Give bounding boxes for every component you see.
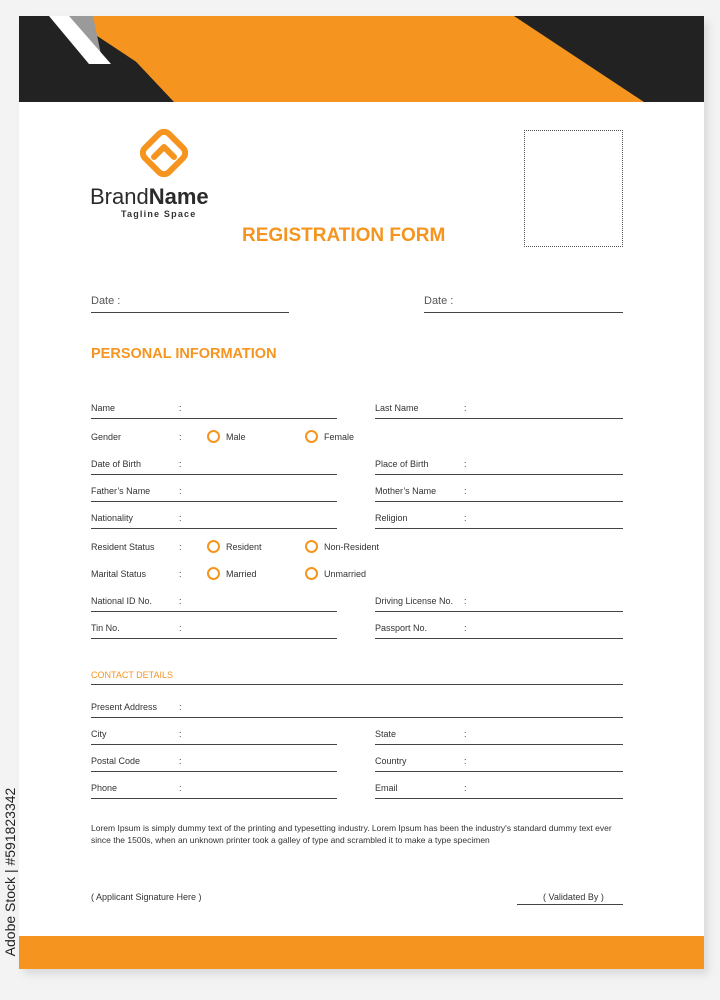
state-field[interactable] bbox=[375, 729, 623, 745]
colon: : bbox=[464, 596, 467, 606]
passport-label: Passport No. bbox=[375, 623, 428, 633]
date-label-left: Date : bbox=[91, 295, 121, 307]
form-title: REGISTRATION FORM bbox=[242, 225, 446, 246]
nationality-field[interactable] bbox=[91, 513, 337, 529]
national-id-input-line bbox=[91, 611, 337, 612]
date-of-birth-field[interactable] bbox=[91, 459, 337, 475]
contact-divider bbox=[91, 684, 623, 685]
driving-license-label: Driving License No. bbox=[375, 596, 454, 606]
phone-input-line bbox=[91, 798, 337, 799]
footer-band bbox=[19, 936, 704, 969]
photo-box[interactable] bbox=[524, 130, 623, 247]
header-band bbox=[19, 16, 704, 102]
colon: : bbox=[179, 542, 182, 552]
colon: : bbox=[179, 729, 182, 739]
colon: : bbox=[464, 459, 467, 469]
contact-details-title: CONTACT DETAILS bbox=[91, 670, 174, 680]
present-address-field[interactable] bbox=[91, 702, 623, 718]
colon: : bbox=[464, 783, 467, 793]
colon: : bbox=[179, 756, 182, 766]
brand-name-light: Brand bbox=[90, 184, 149, 209]
name-field[interactable] bbox=[91, 403, 337, 419]
radio-circle-icon bbox=[305, 567, 318, 580]
city-field[interactable] bbox=[91, 729, 337, 745]
country-input-line bbox=[375, 771, 623, 772]
colon: : bbox=[179, 459, 182, 469]
gender-female-label: Female bbox=[324, 432, 355, 442]
colon: : bbox=[179, 486, 182, 496]
colon: : bbox=[179, 702, 182, 712]
national-id-label: National ID No. bbox=[91, 596, 153, 606]
last-name-field[interactable] bbox=[375, 403, 623, 419]
religion-field[interactable] bbox=[375, 513, 623, 529]
place-of-birth-label: Place of Birth bbox=[375, 459, 429, 469]
place-of-birth-field[interactable] bbox=[375, 459, 623, 475]
tin-label: Tin No. bbox=[91, 623, 120, 633]
gender-male-label: Male bbox=[226, 432, 246, 442]
resident-status-label: Resident Status bbox=[91, 542, 155, 552]
postal-code-label: Postal Code bbox=[91, 756, 141, 766]
stock-id-text: Adobe Stock | #591823342 bbox=[2, 787, 18, 957]
email-field[interactable] bbox=[375, 783, 623, 799]
present-address-input-line bbox=[91, 717, 623, 718]
personal-information-title: PERSONAL INFORMATION bbox=[91, 346, 277, 362]
email-input-line bbox=[375, 798, 623, 799]
postal-code-field[interactable] bbox=[91, 756, 337, 772]
country-field[interactable] bbox=[375, 756, 623, 772]
date-field-left[interactable] bbox=[91, 312, 289, 313]
phone-label: Phone bbox=[91, 783, 118, 793]
email-label: Email bbox=[375, 783, 398, 793]
radio-circle-icon bbox=[207, 430, 220, 443]
last-name-label: Last Name bbox=[375, 403, 419, 413]
passport-field[interactable] bbox=[375, 623, 623, 639]
country-label: Country bbox=[375, 756, 407, 766]
brand-tagline: Tagline Space bbox=[121, 209, 197, 219]
date-of-birth-label: Date of Birth bbox=[91, 459, 142, 469]
colon: : bbox=[464, 729, 467, 739]
religion-input-line bbox=[375, 528, 623, 529]
state-input-line bbox=[375, 744, 623, 745]
nationality-label: Nationality bbox=[91, 513, 134, 523]
validated-by-line[interactable] bbox=[517, 904, 623, 905]
colon: : bbox=[179, 783, 182, 793]
radio-circle-icon bbox=[207, 567, 220, 580]
mothers-name-input-line bbox=[375, 501, 623, 502]
date-label-right: Date : bbox=[424, 295, 454, 307]
mothers-name-field[interactable] bbox=[375, 486, 623, 502]
date-field-right[interactable] bbox=[424, 312, 623, 313]
stock-id-watermark bbox=[1, 762, 19, 982]
postal-code-input-line bbox=[91, 771, 337, 772]
driving-license-field[interactable] bbox=[375, 596, 623, 612]
brand-logo-icon bbox=[135, 124, 193, 182]
tin-field[interactable] bbox=[91, 623, 337, 639]
nationality-input-line bbox=[91, 528, 337, 529]
driving-license-input-line bbox=[375, 611, 623, 612]
fathers-name-label: Father’s Name bbox=[91, 486, 151, 496]
colon: : bbox=[464, 513, 467, 523]
applicant-signature-label: ( Applicant Signature Here ) bbox=[91, 892, 202, 902]
name-label: Name bbox=[91, 403, 116, 413]
resident-status-row bbox=[91, 542, 421, 556]
passport-input-line bbox=[375, 638, 623, 639]
married-label: Married bbox=[226, 569, 257, 579]
brand-name bbox=[90, 184, 250, 210]
lorem-paragraph: Lorem Ipsum is simply dummy text of the printing and typesetting industry. Lorem Ipsum has been the industry's standard dummy text ever since the 1500s, when an unknown printer took a galley of type and scrambled it to make a type specimen bbox=[91, 823, 612, 845]
place-of-birth-input-line bbox=[375, 474, 623, 475]
name-input-line bbox=[91, 418, 337, 419]
city-input-line bbox=[91, 744, 337, 745]
colon: : bbox=[179, 432, 182, 442]
present-address-label: Present Address bbox=[91, 702, 158, 712]
colon: : bbox=[179, 403, 182, 413]
mothers-name-label: Mother’s Name bbox=[375, 486, 437, 496]
brand-name-bold: Name bbox=[148, 184, 209, 209]
national-id-field[interactable] bbox=[91, 596, 337, 612]
colon: : bbox=[179, 596, 182, 606]
colon: : bbox=[464, 623, 467, 633]
fathers-name-input-line bbox=[91, 501, 337, 502]
fathers-name-field[interactable] bbox=[91, 486, 337, 502]
non-resident-label: Non-Resident bbox=[324, 542, 380, 552]
colon: : bbox=[464, 486, 467, 496]
city-label: City bbox=[91, 729, 107, 739]
radio-circle-icon bbox=[207, 540, 220, 553]
colon: : bbox=[179, 569, 182, 579]
tin-input-line bbox=[91, 638, 337, 639]
phone-field[interactable] bbox=[91, 783, 337, 799]
gender-label: Gender bbox=[91, 432, 122, 442]
state-label: State bbox=[375, 729, 397, 739]
radio-circle-icon bbox=[305, 540, 318, 553]
marital-status-row bbox=[91, 569, 421, 583]
gender-row bbox=[91, 432, 391, 446]
colon: : bbox=[464, 756, 467, 766]
validated-by-label: ( Validated By ) bbox=[543, 892, 604, 902]
radio-circle-icon bbox=[305, 430, 318, 443]
colon: : bbox=[179, 513, 182, 523]
last-name-input-line bbox=[375, 418, 623, 419]
marital-status-label: Marital Status bbox=[91, 569, 147, 579]
colon: : bbox=[464, 403, 467, 413]
resident-label: Resident bbox=[226, 542, 262, 552]
form-sheet bbox=[19, 16, 704, 969]
colon: : bbox=[179, 623, 182, 633]
unmarried-label: Unmarried bbox=[324, 569, 367, 579]
date-of-birth-input-line bbox=[91, 474, 337, 475]
religion-label: Religion bbox=[375, 513, 408, 523]
